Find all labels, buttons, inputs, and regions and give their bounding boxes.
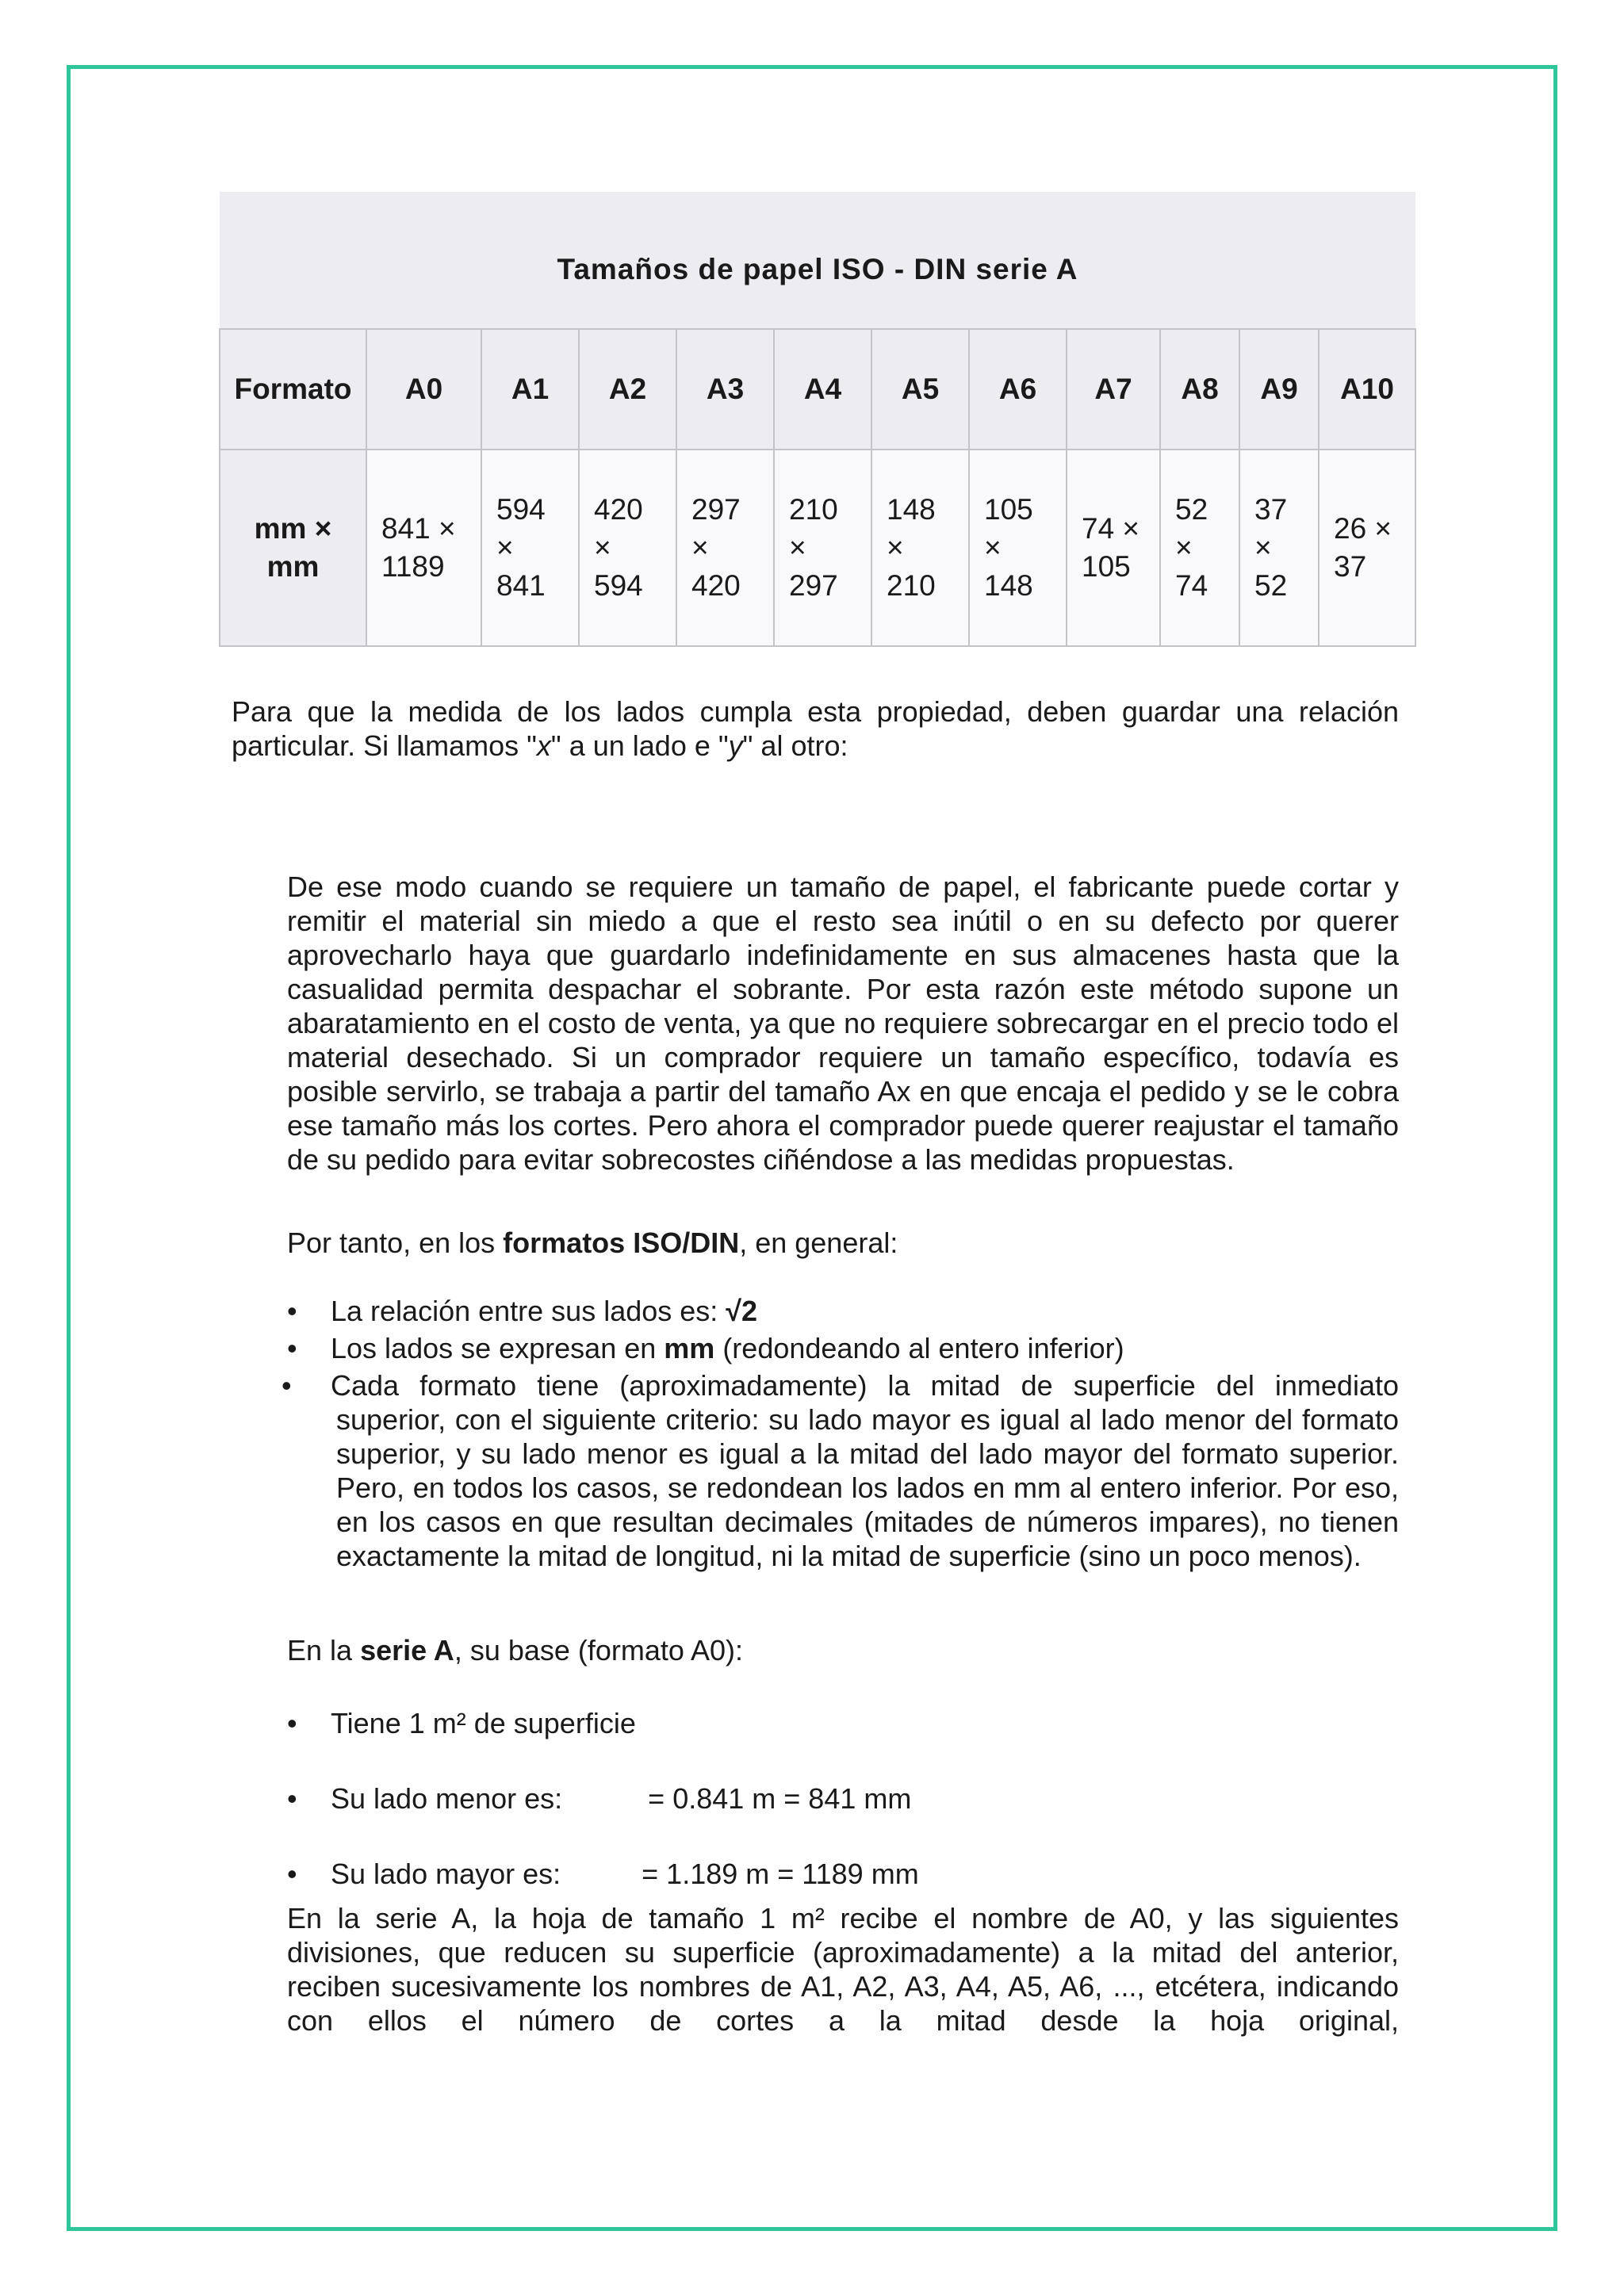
bullet-icon: • xyxy=(287,1858,297,1890)
header-format: A5 xyxy=(871,329,969,450)
table-header-row xyxy=(220,329,1415,450)
size-cell: 297 × 420 xyxy=(676,450,774,646)
row-unit-label: mm × mm xyxy=(220,450,366,646)
main-paragraph: De ese modo cuando se requiere un tamaño de papel, el fabricante puede cortar y remitir el material sin miedo a que el resto sea inútil o en su defecto por querer aprovecharlo haya que guardarlo indefinidamente en sus almacenes hasta que la casualidad permita despachar el sobrante. Por esta razón este método supone un abaratamiento en el costo de venta, ya que no requiere sobrecargar en el precio todo el material desechado. Si un comprador requiere un tamaño específico, todavía es posible servirlo, se trabaja a partir del tamaño Ax en que encaja el pedido y se le cobra ese tamaño más los cortes. Pero ahora el comprador puede querer reajustar el tamaño de su pedido para evitar sobrecostes ciñéndose a las medidas propuestas. xyxy=(287,871,1399,1176)
header-format: A6 xyxy=(969,329,1067,450)
size-cell: 210 × 297 xyxy=(774,450,871,646)
header-format-label: Formato xyxy=(220,329,366,450)
header-format: A10 xyxy=(1319,329,1415,450)
bullet-icon: • xyxy=(287,1332,297,1364)
bullet-icon: • xyxy=(282,1369,292,1402)
table-size-row xyxy=(220,450,1415,646)
iso-properties-list xyxy=(282,1294,1399,1576)
bullet-icon: • xyxy=(287,1707,297,1739)
list-item: • Cada formato tiene (aproximadamente) la mitad de superficie del inmediato superior, con el siguiente criterio: su lado mayor es igual al lado menor del formato superior, y su lado menor es igual a la mitad del lado mayor del formato superior. Pero, en todos los casos, se redondean los lados en mm al entero inferior. Por eso, en los casos en que resultan decimales (mitades de números impares), no tienen exactamente la mitad de longitud, ni la mitad de superficie (sino un poco menos). xyxy=(282,1369,1399,1572)
header-format: A8 xyxy=(1160,329,1239,450)
size-cell: 26 × 37 xyxy=(1319,450,1415,646)
header-format: A9 xyxy=(1239,329,1319,450)
size-cell: 74 × 105 xyxy=(1067,450,1160,646)
final-paragraph: En la serie A, la hoja de tamaño 1 m² recibe el nombre de A0, y las siguientes divisiones, que reducen su superficie (aproximadamente) a la mitad del anterior, reciben sucesivamente los nombres de A1, A2, A3, A4, A5, A6, ..., etcétera, indicando con ellos el número de cortes a la mitad desde la hoja original, xyxy=(287,1902,1399,2037)
size-cell: 841 × 1189 xyxy=(366,450,481,646)
list-item: • Los lados se expresan en mm (redondeando al entero inferior) xyxy=(287,1332,1124,1364)
size-cell: 148 × 210 xyxy=(871,450,969,646)
header-format: A2 xyxy=(579,329,676,450)
serie-a-paragraph: En la serie A, su base (formato A0): xyxy=(287,1634,743,1667)
header-format: A3 xyxy=(676,329,774,450)
paper-sizes-table xyxy=(219,192,1416,647)
bullet-icon: • xyxy=(287,1295,297,1327)
header-format: A7 xyxy=(1067,329,1160,450)
size-cell: 105 × 148 xyxy=(969,450,1067,646)
a0-properties-list xyxy=(287,1706,1399,1932)
list-item: • Su lado menor es: = 0.841 m = 841 mm xyxy=(287,1782,912,1815)
header-format: A4 xyxy=(774,329,871,450)
list-item: • La relación entre sus lados es: √2 xyxy=(287,1295,758,1327)
list-item: • Tiene 1 m² de superficie xyxy=(287,1707,636,1739)
size-cell: 594 × 841 xyxy=(481,450,579,646)
header-format: A1 xyxy=(481,329,579,450)
intro-paragraph: Para que la medida de los lados cumpla esta propiedad, deben guardar una relación particular. Si llamamos "x" a un lado e "y" al otro: xyxy=(232,695,1399,762)
size-cell: 420 × 594 xyxy=(579,450,676,646)
table-title: Tamaños de papel ISO - DIN serie A xyxy=(220,192,1415,329)
por-tanto-paragraph: Por tanto, en los formatos ISO/DIN, en general: xyxy=(287,1226,898,1259)
size-cell: 37 × 52 xyxy=(1239,450,1319,646)
list-item: • Su lado mayor es: = 1.189 m = 1189 mm xyxy=(287,1858,919,1890)
size-cell: 52 × 74 xyxy=(1160,450,1239,646)
bullet-icon: • xyxy=(287,1782,297,1815)
header-format: A0 xyxy=(366,329,481,450)
